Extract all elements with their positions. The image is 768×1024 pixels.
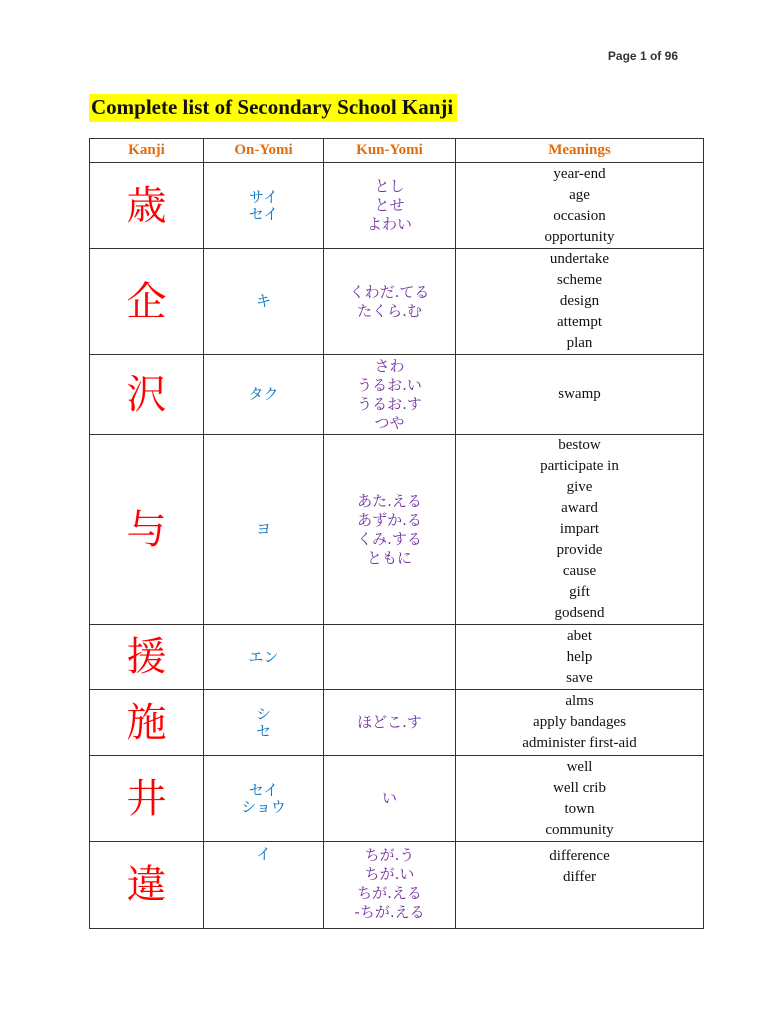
- kun-yomi-cell-line: ほどこ.す: [357, 713, 422, 731]
- meanings-cell: [456, 625, 704, 690]
- meanings-cell-line: design: [559, 293, 600, 309]
- on-yomi-cell-line: イ: [255, 845, 271, 863]
- kun-yomi-cell-line: い: [381, 789, 397, 807]
- on-yomi-cell: [204, 163, 324, 249]
- meanings-cell-line: participate in: [540, 458, 619, 474]
- meanings-cell-line: apply bandages: [533, 714, 626, 730]
- kanji-cell: 援: [90, 625, 204, 690]
- kun-yomi-cell-line: ちが.い: [364, 865, 415, 883]
- kun-yomi-cell-line: ちが.う: [364, 846, 415, 864]
- kanji-cell: 施: [90, 690, 204, 756]
- meanings-cell-line: occasion: [553, 207, 606, 224]
- page-label: Page: [607, 49, 637, 63]
- document-title: Complete list of Secondary School Kanji: [89, 94, 457, 122]
- kun-yomi-cell-line: あずか.る: [357, 510, 422, 529]
- page-current: 1: [639, 49, 647, 63]
- meanings-cell-line: differ: [562, 869, 597, 885]
- kun-yomi-cell-line: さわ: [374, 356, 405, 375]
- kun-yomi-cell: [324, 756, 456, 842]
- on-yomi-cell-line: セ: [255, 721, 271, 740]
- on-yomi-cell: [204, 249, 324, 355]
- kun-yomi-cell: [324, 625, 456, 690]
- meanings-cell-line: undertake: [549, 251, 610, 267]
- meanings-cell-line: year-end: [553, 165, 606, 182]
- kanji-cell: 井: [90, 756, 204, 842]
- meanings-cell-line: alms: [565, 693, 594, 709]
- header-on-yomi: On-Yomi: [204, 139, 324, 163]
- table-row: [90, 625, 704, 690]
- meanings-cell-line: difference: [549, 848, 610, 864]
- meanings-cell-line: abet: [567, 627, 592, 644]
- on-yomi-cell-line: エン: [248, 647, 279, 666]
- on-yomi-cell: [204, 756, 324, 842]
- table-row: [90, 163, 704, 249]
- table-row: [90, 756, 704, 842]
- meanings-cell: [456, 249, 704, 355]
- meanings-cell-line: well: [566, 758, 593, 775]
- meanings-cell: [456, 756, 704, 842]
- page-total: 96: [664, 49, 678, 63]
- meanings-cell: [456, 435, 704, 625]
- page-of: of: [649, 49, 662, 63]
- kanji-table: [89, 138, 704, 929]
- kun-yomi-cell-line: とせ: [374, 196, 405, 214]
- kun-yomi-cell: [324, 842, 456, 929]
- meanings-cell-line: bestow: [558, 437, 601, 453]
- page-number: [608, 49, 678, 63]
- meanings-cell-line: scheme: [557, 272, 602, 288]
- on-yomi-cell-line: ショウ: [241, 797, 286, 816]
- kun-yomi-cell: [324, 690, 456, 756]
- table-header-row: [90, 139, 704, 163]
- on-yomi-cell: [204, 842, 324, 929]
- kanji-cell: 企: [90, 249, 204, 355]
- header-kun-yomi: Kun-Yomi: [324, 139, 456, 163]
- meanings-cell-line: impart: [559, 521, 600, 537]
- meanings-cell: [456, 842, 704, 929]
- kanji-table-body: [90, 163, 704, 929]
- meanings-cell-line: cause: [562, 563, 597, 579]
- meanings-cell-line: godsend: [554, 605, 605, 621]
- meanings-cell: [456, 355, 704, 435]
- kun-yomi-cell: [324, 249, 456, 355]
- meanings-cell: [456, 690, 704, 756]
- on-yomi-cell: [204, 690, 324, 756]
- kanji-cell: 違: [90, 842, 204, 929]
- meanings-cell-line: award: [561, 500, 598, 516]
- on-yomi-cell-line: シ: [255, 704, 271, 723]
- header-kanji: Kanji: [90, 139, 204, 163]
- meanings-cell-line: attempt: [557, 314, 602, 330]
- meanings-cell-line: opportunity: [544, 228, 615, 245]
- meanings-cell-line: help: [566, 648, 593, 665]
- meanings-cell-line: town: [564, 800, 595, 817]
- meanings-cell-line: administer first-aid: [522, 735, 637, 751]
- kun-yomi-cell-line: あた.える: [357, 491, 422, 510]
- table-row: [90, 690, 704, 756]
- table-row: [90, 842, 704, 929]
- meanings-cell-line: swamp: [558, 386, 601, 402]
- header-meanings: Meanings: [456, 139, 704, 163]
- table-row: [90, 435, 704, 625]
- kun-yomi-cell-line: うるお.い: [357, 375, 422, 394]
- on-yomi-cell: [204, 625, 324, 690]
- kun-yomi-cell-line: うるお.す: [357, 394, 422, 413]
- meanings-cell-line: age: [569, 186, 590, 203]
- on-yomi-cell-line: ヨ: [255, 520, 271, 538]
- meanings-cell: [456, 163, 704, 249]
- meanings-cell-line: community: [545, 821, 614, 838]
- meanings-cell-line: save: [566, 669, 593, 686]
- on-yomi-cell-line: セイ: [248, 204, 279, 223]
- kanji-cell: 歳: [90, 163, 204, 249]
- on-yomi-cell-line: サイ: [249, 187, 278, 206]
- kanji-cell: 沢: [90, 355, 204, 435]
- on-yomi-cell: [204, 355, 324, 435]
- kun-yomi-cell-line: つや: [374, 413, 405, 432]
- on-yomi-cell: [204, 435, 324, 625]
- kun-yomi-cell-line: ちが.える: [357, 884, 422, 902]
- kun-yomi-cell-line: -ちが.える: [354, 903, 425, 921]
- kun-yomi-cell-line: ともに: [366, 548, 412, 567]
- on-yomi-cell-line: キ: [255, 292, 271, 310]
- meanings-cell-line: plan: [566, 335, 593, 351]
- on-yomi-cell-line: タク: [248, 385, 279, 403]
- kun-yomi-cell: [324, 163, 456, 249]
- kun-yomi-cell-line: よわい: [366, 215, 412, 233]
- table-row: [90, 355, 704, 435]
- on-yomi-cell-line: セイ: [248, 780, 279, 799]
- kun-yomi-cell-line: とし: [374, 177, 405, 195]
- meanings-cell-line: gift: [569, 584, 590, 600]
- kun-yomi-cell: [324, 355, 456, 435]
- meanings-cell-line: give: [566, 479, 593, 495]
- kun-yomi-cell: [324, 435, 456, 625]
- meanings-cell-line: provide: [556, 542, 603, 558]
- kun-yomi-cell-line: くわだ.てる: [349, 282, 430, 301]
- meanings-cell-line: well crib: [553, 779, 606, 796]
- kanji-cell: 与: [90, 435, 204, 625]
- kun-yomi-cell-line: くみ.する: [357, 529, 422, 548]
- kun-yomi-cell-line: たくら.む: [357, 301, 422, 320]
- table-row: [90, 249, 704, 355]
